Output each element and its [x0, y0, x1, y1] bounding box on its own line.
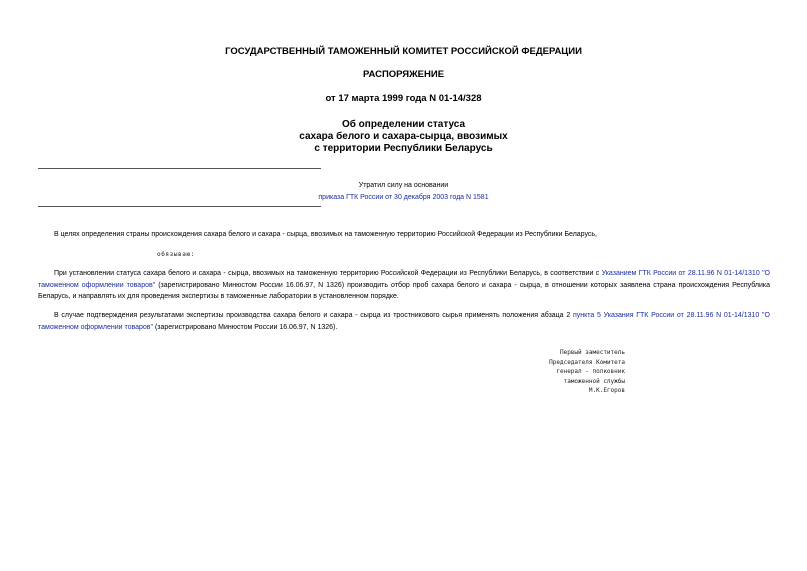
- title-line: сахара белого и сахара-сырца, ввозимых: [299, 131, 508, 142]
- paragraph-text: В случае подтверждения результатами экспертизы производства сахара белого и сахара - сырца из тростникового сырья применять положения абзаца 2: [54, 312, 573, 319]
- paragraph-purpose: В целях определения страны происхождения сахара белого и сахара - сырца, ввозимых на таможенную территорию Российской Федерации из Республики Беларусь,: [54, 231, 597, 238]
- title-line: с территории Республики Беларусь: [314, 143, 493, 154]
- signature-line: Первый заместитель: [559, 349, 625, 356]
- lost-force-note: Утратил силу на основании: [358, 182, 449, 189]
- lost-force-link[interactable]: приказа ГТК России от 30 декабря 2003 года N 1581: [318, 194, 489, 201]
- customs-clearance-link[interactable]: "О таможенном оформлении товаров": [38, 270, 770, 289]
- obligation-word: обязываю:: [157, 251, 195, 258]
- signature-line: Председателя Комитета: [549, 358, 625, 366]
- signatory-name: М.К.Егоров: [588, 387, 625, 394]
- title-line: Об определении статуса: [341, 119, 466, 130]
- paragraph-sampling: [38, 268, 770, 303]
- signature-block: [505, 348, 625, 396]
- signature-line: генерал - полковник: [556, 368, 625, 375]
- document-date-number: от 17 марта 1999 года N 01-14/328: [325, 93, 482, 104]
- document-title: [0, 119, 807, 155]
- customs-clearance-link[interactable]: "О таможенном оформлении товаров": [38, 312, 770, 331]
- divider: [38, 168, 321, 169]
- paragraph-confirmation: [38, 310, 770, 333]
- paragraph-text: (зарегистрировано Минюстом России 16.06.97, N 1326) производить отбор проб сахара белого и сахара - сырца, в отношении которых заявлена страна происхождения Республика Беларусь, и направлять их для проведения экспертизы в таможенные лаборатории в установленном порядке.: [38, 281, 770, 300]
- paragraph-text: (зарегистрировано Минюстом России 16.06.97, N 1326).: [153, 323, 338, 331]
- instruction-link[interactable]: Указанием ГТК России от 28.11.96 N 01-14/1310: [601, 270, 760, 277]
- lost-force-link-line: [0, 192, 807, 203]
- issuing-organization: ГОСУДАРСТВЕННЫЙ ТАМОЖЕННЫЙ КОМИТЕТ РОССИЙСКОЙ ФЕДЕРАЦИИ: [225, 46, 582, 57]
- divider: [38, 206, 321, 207]
- instruction-clause-link[interactable]: пункта 5 Указания ГТК России от 28.11.96 N 01-14/1310: [572, 312, 760, 319]
- paragraph-text: При установлении статуса сахара белого и сахара - сырца, ввозимых на таможенную территорию Российской Федерации из Республики Беларусь, в соответствии с: [54, 270, 602, 277]
- signature-line: таможенной службы: [563, 377, 625, 385]
- document-type: РАСПОРЯЖЕНИЕ: [362, 69, 445, 80]
